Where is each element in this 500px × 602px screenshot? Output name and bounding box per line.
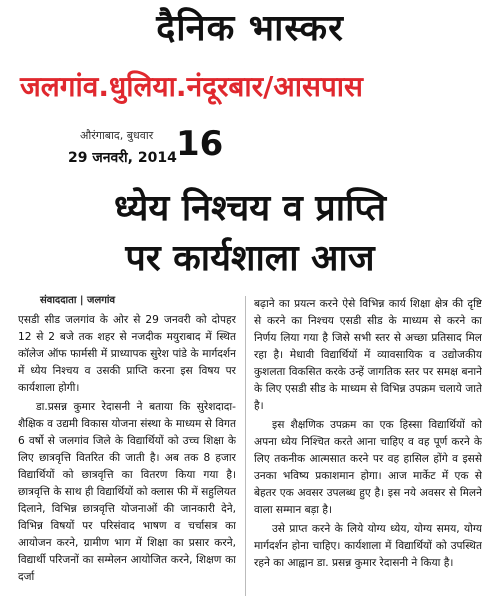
article-headline [20,184,480,284]
article-paragraph: इस शैक्षणिक उपक्रम का एक हिस्सा विद्यार्थियों को अपना ध्येय निश्चित करते आना चाहिए व वह पूर्ण करने के लिए तकनीक आत्मसात करने पर वह हासिल होंगे व इससे उनका भविष्य प्रकाशमान होगा। आज मार्केट में एक से बेहतर एक अवसर उपलब्ध हुए है। इस नये अवसर से मिलने वाला सम्मान बड़ा है। [254,419,482,516]
dateline-date: 29 जनवरी, 2014 [68,150,177,166]
dateline [60,124,240,176]
article-paragraph: एसडी सीड जलगांव के ओर से 29 जनवरी को दोपहर 12 से 2 बजे तक शहर से नजदीक मयुराबाद में स्थित कॉलेज ऑफ फार्मसी में प्राध्यापक सुरेश पांडे के मार्गदर्शन में ध्येय निश्चय व उसकी प्राप्ति करना इस विषय पर कार्यशाला होगी। [18,314,236,394]
article-paragraph: उसे प्राप्त करने के लिये योग्य ध्येय, योग्य समय, योग्य मार्गदर्शन होना चाहिए। कार्यशाला में विद्यार्थियों को उपस्थित रहने का आह्वान डा. प्रसन्न कुमार रेदासनी ने किया है। [254,523,482,569]
column-divider [245,296,246,596]
dateline-city-day: औरंगाबाद, बुधवार [80,129,154,142]
article-column-right [254,296,482,596]
article-column-left [18,312,236,602]
headline-line-1: ध्येय निश्चय व प्राप्ति [114,188,386,229]
article-byline: संवाददाता | जलगांव [40,295,116,306]
article-paragraph: बढ़ाने का प्रयत्न करने ऐसे विभिन्न कार्य शिक्षा क्षेत्र की दृष्टि से करने का निश्चय एसडी सीड के माध्यम से करने का निर्णय लिया गया है जिसे सभी स्तर से अच्छा प्रतिसाद मिल रहा है। मेधावी विद्यार्थियों में व्यावसायिक व उद्योजकीय कुशलता विकसित करके उन्हें जागतिक स्तर पर समक्ष बनाने के लिए एसडी सीड के माध्यम से विभिन्न उपक्रम चलाये जाते है। [254,298,482,412]
article-paragraph: डा.प्रसन्न कुमार रेदासनी ने बताया कि सुरेशदादा-शैक्षिक व उद्यमी विकास योजना संस्था के माध्यम से विगत 6 वर्षो से जलगांव जिले के विद्यार्थियों को उच्च शिक्षा के लिए छात्रवृत्ति वितरित की जाती है। अब तक 8 हजार विद्यार्थियों को छात्रवृत्ति का वितरण किया गया है। छात्रवृत्ति के साथ ही विद्यार्थियों को क्लास फी में सहुलियत दिलाने, विभिन्न छात्रवृत्ति योजनाओं की जानकारी देने, विभिन्न विषयों पर परिसंवाद भाषण व चर्चासत्र का आयोजन करने, ग्रामीण भाग में शिक्षा का प्रसार करने, विद्यार्थी परिजनों का सम्मेलन आयोजित करने, शिक्षण का दर्जा [18,401,236,583]
headline-line-2: पर कार्यशाला आज [125,238,375,279]
edition-banner: जलगांव.धुलिया.नंदूरबार/आसपास [20,70,363,103]
newspaper-masthead: दैनिक भास्कर [156,8,344,49]
page-number: 16 [176,124,224,164]
